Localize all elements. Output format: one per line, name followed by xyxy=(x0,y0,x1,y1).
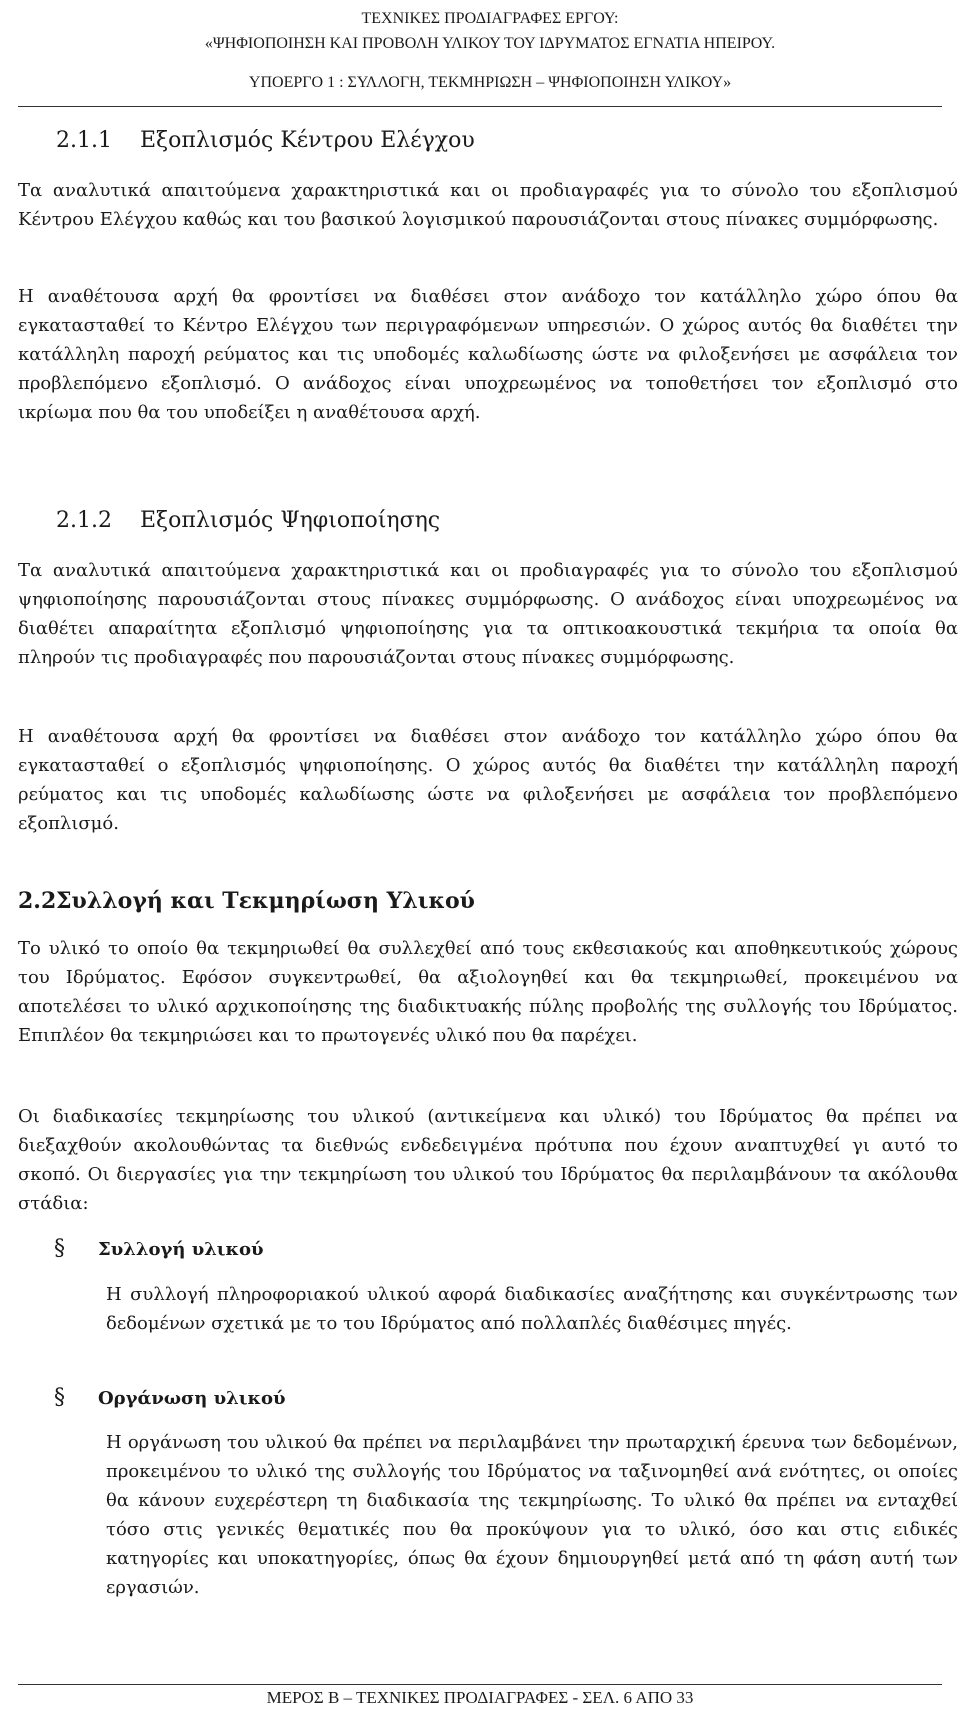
paragraph: Η αναθέτουσα αρχή θα φροντίσει να διαθέσει στον ανάδοχο τον κατάλληλο χώρο όπου θα εγκατασταθεί το Κέντρο Ελέγχου των περιγραφόμενων υπηρεσιών. Ο χώρος αυτός θα διαθέτει την κατάλληλη παροχή ρεύματος και τις υποδομές καλωδίωσης ώστε να φιλοξενήσει με ασφάλεια τον προβλεπόμενο εξοπλισμό. Ο ανάδοχος είναι υποχρεωμένος να τοποθετήσει τον εξοπλισμό στο ικρίωμα που θα του υποδείξει η αναθέτουσα αρχή. xyxy=(18,286,958,423)
heading-2-2 xyxy=(18,888,475,914)
heading-title: Εξοπλισμός Ψηφιοποίησης xyxy=(140,508,441,533)
paragraph: Οι διαδικασίες τεκμηρίωσης του υλικού (αντικείμενα και υλικό) του Ιδρύματος θα πρέπει να διεξαχθούν ακολουθώντας τα διεθνώς ενδεδειγμένα πρότυπα που έχουν αναπτυχθεί γι αυτό το σκοπό. Οι διεργασίες για την τεκμηρίωση του υλικού του Ιδρύματος θα περιλαμβάνουν τα ακόλουθα στάδια: xyxy=(18,1106,958,1214)
section-sign-icon: § xyxy=(54,1236,65,1261)
footer-divider xyxy=(18,1684,942,1685)
list-item-title: Συλλογή υλικού xyxy=(98,1239,264,1260)
heading-title: Εξοπλισμός Κέντρου Ελέγχου xyxy=(140,128,475,153)
header-line-2: «ΨΗΦΙΟΠΟΙΗΣΗ ΚΑΙ ΠΡΟΒΟΛΗ ΥΛΙΚΟΥ ΤΟΥ ΙΔΡΥΜΑΤΟΣ ΕΓΝΑΤΙΑ ΗΠΕΙΡΟΥ. xyxy=(204,35,776,52)
list-item-text: Η οργάνωση του υλικού θα πρέπει να περιλαμβάνει την πρωταρχική έρευνα των δεδομένων, προκειμένου το υλικό της συλλογής του Ιδρύματος να ταξινομηθεί ανά ενότητες, οι οποίες θα κάνουν ευχερέστερη τη διαδικασία της τεκμηρίωσης. Το υλικό θα πρέπει να ενταχθεί τόσο στις γενικές θεματικές που θα προκύψουν για το υλικό, όσο και στις ειδικές κατηγορίες και υποκατηγορίες, όπως θα έχουν δημιουργηθεί μετά από τη φάση αυτή των εργασιών. xyxy=(106,1432,958,1598)
header-line-1: ΤΕΧΝΙΚΕΣ ΠΡΟΔΙΑΓΡΑΦΕΣ ΕΡΓΟΥ: xyxy=(361,10,619,27)
paragraph: Τα αναλυτικά απαιτούμενα χαρακτηριστικά και οι προδιαγραφές για το σύνολο του εξοπλισμού Κέντρου Ελέγχου καθώς και του βασικού λογισμικού παρουσιάζονται στους πίνακες συμμόρφωσης. xyxy=(18,180,958,230)
list-item-text: Η συλλογή πληροφοριακού υλικού αφορά διαδικασίες αναζήτησης και συγκέντρωσης των δεδομένων σχετικά με το του Ιδρύματος από πολλαπλές διαθέσιμες πηγές. xyxy=(106,1284,958,1334)
paragraph: Η αναθέτουσα αρχή θα φροντίσει να διαθέσει στον ανάδοχο τον κατάλληλο χώρο όπου θα εγκατασταθεί ο εξοπλισμός ψηφιοποίησης. Ο χώρος αυτός θα διαθέτει την κατάλληλη παροχή ρεύματος και τις υποδομές καλωδίωσης ώστε να φιλοξενήσει με ασφάλεια τον προβλεπόμενο εξοπλισμό. xyxy=(18,726,958,834)
section-sign-icon: § xyxy=(54,1385,65,1410)
paragraph: Το υλικό το οποίο θα τεκμηριωθεί θα συλλεχθεί από τους εκθεσιακούς και αποθηκευτικούς χώρους του Ιδρύματος. Εφόσον συγκεντρωθεί, θα αξιολογηθεί και θα τεκμηριωθεί, προκειμένου να αποτελέσει το υλικό αρχικοποίησης της διαδικτυακής πύλης προβολής της συλλογής του Ιδρύματος. Επιπλέον θα τεκμηριώσει και το πρωτογενές υλικό που θα παρέχει. xyxy=(18,938,958,1046)
list-item-title: Οργάνωση υλικού xyxy=(98,1388,286,1409)
heading-number: 2.2 xyxy=(18,888,57,914)
heading-2-1-2 xyxy=(56,508,440,533)
header-line-3: ΥΠΟΕΡΓΟ 1 : ΣΥΛΛΟΓΗ, ΤΕΚΜΗΡΙΩΣΗ – ΨΗΦΙΟΠΟΙΗΣΗ ΥΛΙΚΟΥ» xyxy=(248,74,732,91)
heading-number: 2.1.2 xyxy=(56,508,112,533)
heading-number: 2.1.1 xyxy=(56,128,112,153)
heading-2-1-1 xyxy=(56,128,475,153)
heading-title: Συλλογή και Τεκμηρίωση Υλικού xyxy=(56,888,475,914)
header-divider xyxy=(18,106,942,107)
list-item-heading xyxy=(54,1385,285,1410)
paragraph: Τα αναλυτικά απαιτούμενα χαρακτηριστικά και οι προδιαγραφές για το σύνολο του εξοπλισμού ψηφιοποίησης παρουσιάζονται στους πίνακες συμμόρφωσης. Ο ανάδοχος είναι υποχρεωμένος να διαθέτει απαραίτητα εξοπλισμό ψηφιοποίησης για τα οπτικοακουστικά τεκμήρια τα οποία θα πληρούν τις προδιαγραφές που παρουσιάζονται στους πίνακες συμμόρφωσης. xyxy=(18,560,958,668)
page-header xyxy=(60,6,920,95)
list-item-heading xyxy=(54,1236,264,1261)
page-footer: ΜΕΡΟΣ Β – ΤΕΧΝΙΚΕΣ ΠΡΟΔΙΑΓΡΑΦΕΣ - ΣΕΛ. 6 ΑΠΟ 33 xyxy=(266,1688,694,1707)
